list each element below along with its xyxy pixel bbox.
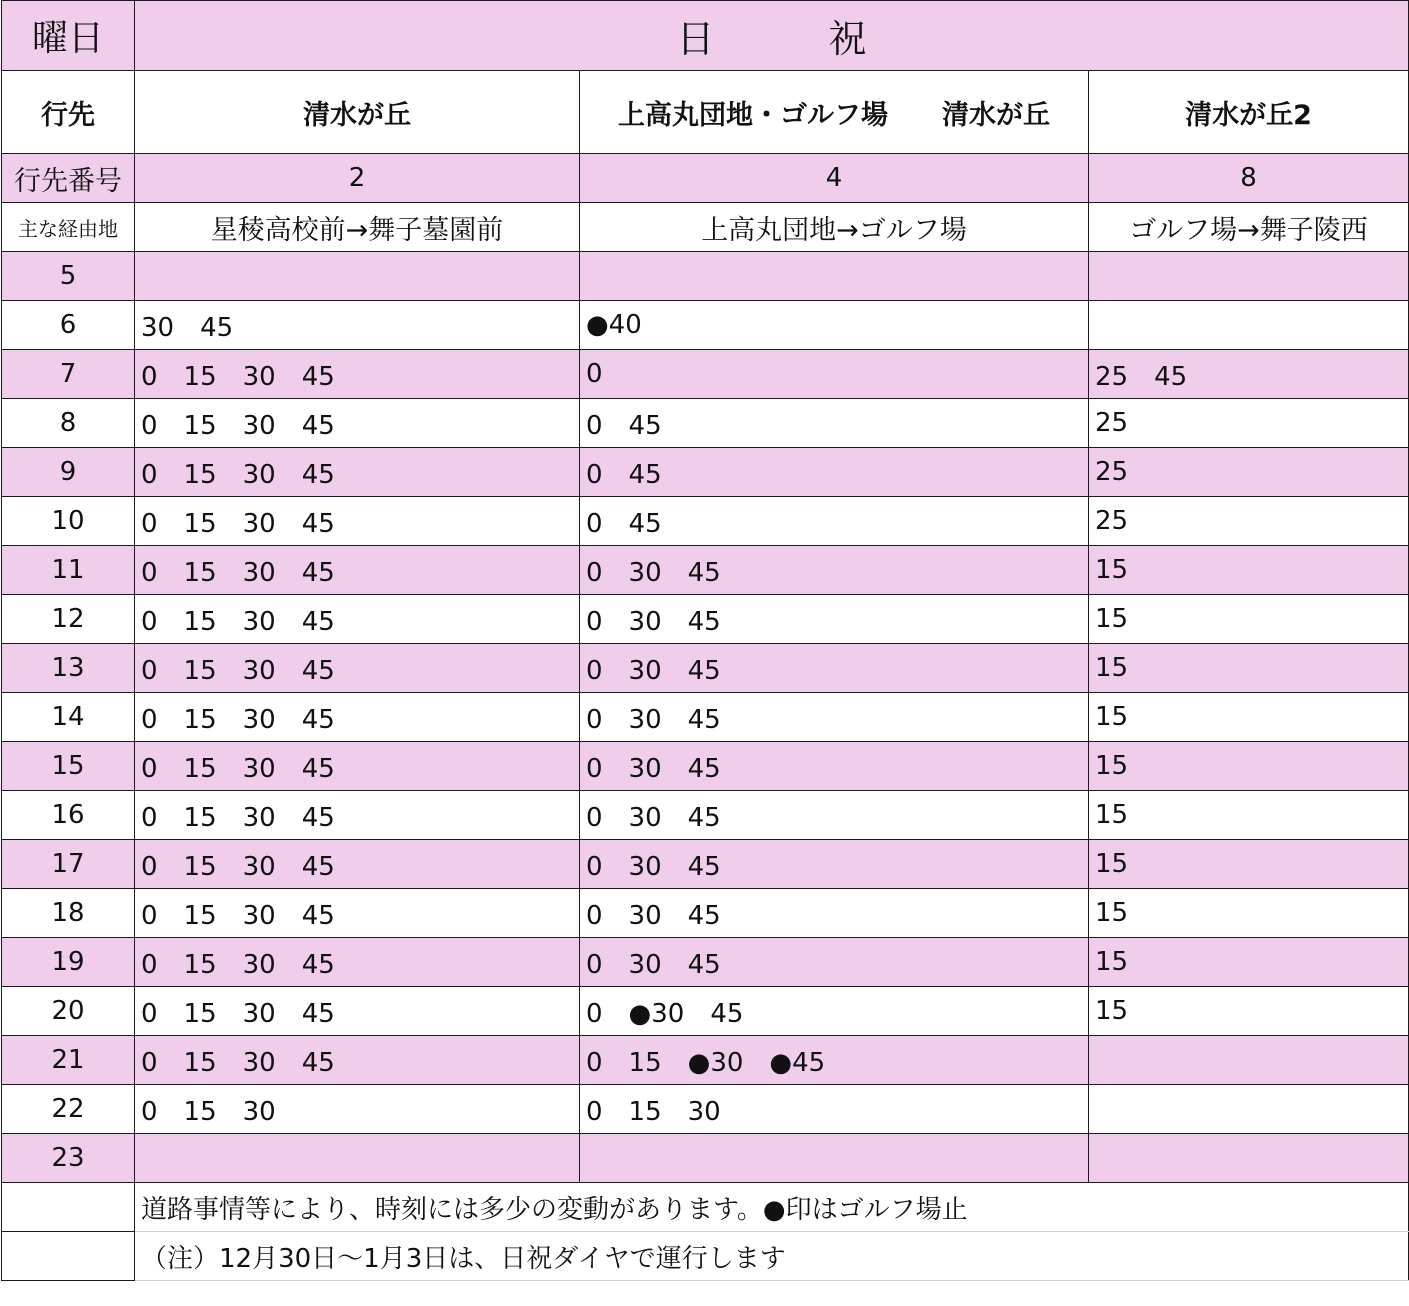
via-label: 主な経由地 bbox=[2, 203, 135, 252]
via-row bbox=[2, 203, 1409, 252]
departures-route-2: 0 15 30 45 bbox=[135, 350, 580, 399]
hour-cell: 21 bbox=[2, 1036, 135, 1085]
departures-route-4 bbox=[580, 1134, 1089, 1183]
departures-route-8: 25 bbox=[1089, 399, 1409, 448]
departures-route-2: 0 15 30 45 bbox=[135, 595, 580, 644]
table-row bbox=[2, 742, 1409, 791]
hour-cell: 13 bbox=[2, 644, 135, 693]
departures-route-8 bbox=[1089, 1036, 1409, 1085]
departures-route-4: 0 30 45 bbox=[580, 595, 1089, 644]
departures-route-4: ●40 bbox=[580, 301, 1089, 350]
departures-route-2 bbox=[135, 1134, 580, 1183]
departures-route-2: 0 15 30 45 bbox=[135, 889, 580, 938]
hour-cell: 17 bbox=[2, 840, 135, 889]
note-text: 道路事情等により、時刻には多少の変動があります。●印はゴルフ場止 bbox=[135, 1183, 1409, 1232]
departures-route-4: 0 30 45 bbox=[580, 938, 1089, 987]
departures-route-4: 0 30 45 bbox=[580, 546, 1089, 595]
table-row bbox=[2, 889, 1409, 938]
departures-route-2: 0 15 30 45 bbox=[135, 399, 580, 448]
hour-cell: 9 bbox=[2, 448, 135, 497]
departures-route-2: 0 15 30 45 bbox=[135, 840, 580, 889]
day-value: 日 祝 bbox=[135, 1, 1409, 71]
hour-cell: 7 bbox=[2, 350, 135, 399]
table-row bbox=[2, 644, 1409, 693]
hour-cell: 18 bbox=[2, 889, 135, 938]
departures-route-4: 0 45 bbox=[580, 448, 1089, 497]
note-row bbox=[2, 1183, 1409, 1232]
departures-route-8: 15 bbox=[1089, 644, 1409, 693]
table-row bbox=[2, 546, 1409, 595]
departures-route-8: 15 bbox=[1089, 987, 1409, 1036]
hour-cell: 8 bbox=[2, 399, 135, 448]
route-number-4: 4 bbox=[580, 154, 1089, 203]
table-row bbox=[2, 840, 1409, 889]
via-route-4: 上高丸団地→ゴルフ場 bbox=[580, 203, 1089, 252]
table-row bbox=[2, 938, 1409, 987]
hour-cell: 14 bbox=[2, 693, 135, 742]
departures-route-8 bbox=[1089, 252, 1409, 301]
hour-cell: 19 bbox=[2, 938, 135, 987]
hour-cell: 16 bbox=[2, 791, 135, 840]
hour-cell: 12 bbox=[2, 595, 135, 644]
departures-route-4 bbox=[580, 252, 1089, 301]
departures-route-8: 15 bbox=[1089, 889, 1409, 938]
note-row bbox=[2, 1232, 1409, 1281]
departures-route-4: 0 30 45 bbox=[580, 840, 1089, 889]
table-row bbox=[2, 350, 1409, 399]
departures-route-4: 0 15 ●30 ●45 bbox=[580, 1036, 1089, 1085]
note-blank-cell bbox=[2, 1183, 135, 1232]
departures-route-8: 15 bbox=[1089, 595, 1409, 644]
departures-route-4: 0 30 45 bbox=[580, 889, 1089, 938]
hour-cell: 20 bbox=[2, 987, 135, 1036]
departures-route-2: 0 15 30 45 bbox=[135, 448, 580, 497]
route-number-row bbox=[2, 154, 1409, 203]
departures-route-8: 15 bbox=[1089, 938, 1409, 987]
departures-route-2: 0 15 30 45 bbox=[135, 742, 580, 791]
departures-route-8: 15 bbox=[1089, 546, 1409, 595]
departures-route-4: 0 30 45 bbox=[580, 742, 1089, 791]
departures-route-2: 0 15 30 45 bbox=[135, 693, 580, 742]
table-row bbox=[2, 791, 1409, 840]
departures-route-8 bbox=[1089, 1134, 1409, 1183]
table-row bbox=[2, 1085, 1409, 1134]
departures-route-2: 0 15 30 45 bbox=[135, 644, 580, 693]
departures-route-2 bbox=[135, 252, 580, 301]
timetable bbox=[1, 0, 1409, 1281]
table-row bbox=[2, 1134, 1409, 1183]
route-number-label: 行先番号 bbox=[2, 154, 135, 203]
departures-route-2: 0 15 30 45 bbox=[135, 987, 580, 1036]
hour-cell: 10 bbox=[2, 497, 135, 546]
table-row bbox=[2, 1036, 1409, 1085]
departures-route-2: 30 45 bbox=[135, 301, 580, 350]
destination-route-2: 清水が丘 bbox=[135, 71, 580, 154]
hour-cell: 22 bbox=[2, 1085, 135, 1134]
departures-route-2: 0 15 30 45 bbox=[135, 791, 580, 840]
departures-route-4: 0 ●30 45 bbox=[580, 987, 1089, 1036]
table-row bbox=[2, 693, 1409, 742]
destination-route-4: 上高丸団地・ゴルフ場 清水が丘 bbox=[580, 71, 1089, 154]
departures-route-4: 0 45 bbox=[580, 497, 1089, 546]
table-row bbox=[2, 497, 1409, 546]
day-type-row bbox=[2, 1, 1409, 71]
departures-route-4: 0 30 45 bbox=[580, 693, 1089, 742]
timetable-body bbox=[2, 1, 1409, 1281]
table-row bbox=[2, 301, 1409, 350]
departures-route-4: 0 30 45 bbox=[580, 644, 1089, 693]
hour-cell: 5 bbox=[2, 252, 135, 301]
departures-route-8: 15 bbox=[1089, 791, 1409, 840]
hour-cell: 11 bbox=[2, 546, 135, 595]
departures-route-2: 0 15 30 45 bbox=[135, 938, 580, 987]
route-number-2: 2 bbox=[135, 154, 580, 203]
via-route-8: ゴルフ場→舞子陵西 bbox=[1089, 203, 1409, 252]
departures-route-8: 25 bbox=[1089, 448, 1409, 497]
hour-cell: 6 bbox=[2, 301, 135, 350]
day-label: 曜日 bbox=[2, 1, 135, 71]
departures-route-8: 15 bbox=[1089, 742, 1409, 791]
departures-route-2: 0 15 30 45 bbox=[135, 497, 580, 546]
departures-route-8 bbox=[1089, 1085, 1409, 1134]
hour-cell: 23 bbox=[2, 1134, 135, 1183]
table-row bbox=[2, 399, 1409, 448]
note-text: （注）12月30日～1月3日は、日祝ダイヤで運行します bbox=[135, 1232, 1409, 1281]
departures-route-8: 25 bbox=[1089, 497, 1409, 546]
departures-route-4: 0 30 45 bbox=[580, 791, 1089, 840]
route-number-8: 8 bbox=[1089, 154, 1409, 203]
note-blank-cell bbox=[2, 1232, 135, 1281]
destination-row bbox=[2, 71, 1409, 154]
departures-route-4: 0 bbox=[580, 350, 1089, 399]
via-route-2: 星稜高校前→舞子墓園前 bbox=[135, 203, 580, 252]
departures-route-8: 25 45 bbox=[1089, 350, 1409, 399]
departures-route-4: 0 15 30 bbox=[580, 1085, 1089, 1134]
departures-route-8 bbox=[1089, 301, 1409, 350]
departures-route-4: 0 45 bbox=[580, 399, 1089, 448]
departures-route-2: 0 15 30 bbox=[135, 1085, 580, 1134]
departures-route-8: 15 bbox=[1089, 840, 1409, 889]
departures-route-2: 0 15 30 45 bbox=[135, 546, 580, 595]
table-row bbox=[2, 595, 1409, 644]
table-row bbox=[2, 252, 1409, 301]
table-row bbox=[2, 448, 1409, 497]
destination-route-8: 清水が丘2 bbox=[1089, 71, 1409, 154]
table-row bbox=[2, 987, 1409, 1036]
departures-route-8: 15 bbox=[1089, 693, 1409, 742]
hour-cell: 15 bbox=[2, 742, 135, 791]
departures-route-2: 0 15 30 45 bbox=[135, 1036, 580, 1085]
destination-label: 行先 bbox=[2, 71, 135, 154]
